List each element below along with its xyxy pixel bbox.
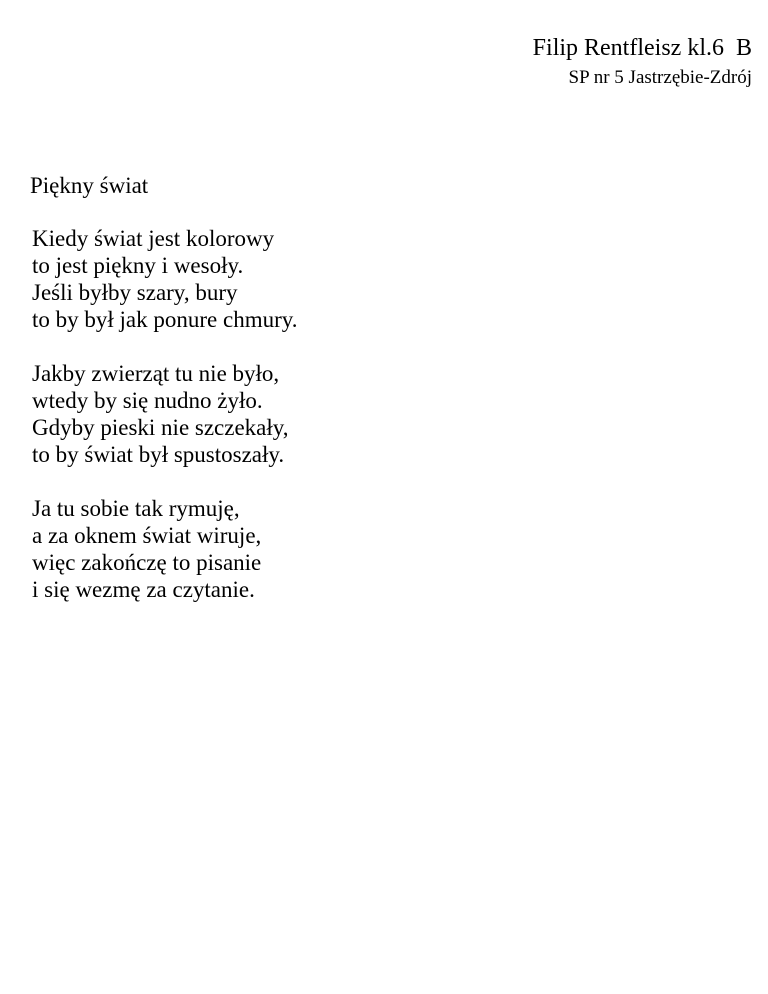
- poem-line: to by świat był spustoszały.: [32, 442, 285, 467]
- poem-line: i się wezmę za czytanie.: [32, 577, 255, 602]
- poem-line: Kiedy świat jest kolorowy: [32, 226, 275, 251]
- poem-line: Gdyby pieski nie szczekały,: [32, 415, 289, 440]
- poem-line: Jeśli byłby szary, bury: [32, 280, 238, 305]
- school-name: SP nr 5 Jastrzębie-Zdrój: [568, 67, 752, 88]
- poem-line: Ja tu sobie tak rymuję,: [32, 496, 240, 521]
- author-block: [533, 34, 752, 90]
- poem-body: [32, 225, 298, 630]
- poem-line: to jest piękny i wesoły.: [32, 253, 244, 278]
- poem-line: a za oknem świat wiruje,: [32, 523, 262, 548]
- stanza-2: [32, 360, 298, 468]
- poem-title: Piękny świat: [30, 173, 149, 198]
- stanza-3: [32, 495, 298, 603]
- stanza-1: [32, 225, 298, 333]
- poem-line: wtedy by się nudno żyło.: [32, 388, 263, 413]
- poem-line: Jakby zwierząt tu nie było,: [32, 361, 280, 386]
- author-name: Filip Rentfleisz kl.6 B: [532, 35, 752, 61]
- poem-line: więc zakończę to pisanie: [32, 550, 262, 575]
- poem-line: to by był jak ponure chmury.: [32, 307, 298, 332]
